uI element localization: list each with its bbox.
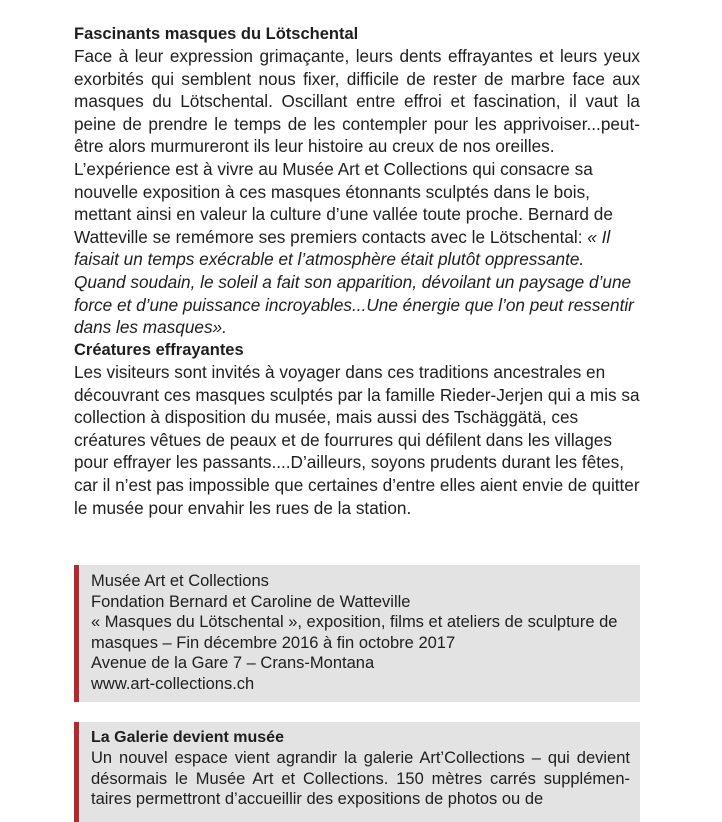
experience-text: L’expérience est à vivre au Musée Art et Collections qui consacre sa nouvelle exposition à ces masques étonnants sculptés dans le bois, mettant ainsi en valeur la culture d’une vallée toute proche. Bernard de Watteville se remémore ses premiers contacts avec le Lötschental: xyxy=(74,158,613,247)
section-heading: Fascinants masques du Lötschental xyxy=(74,25,359,43)
gallery-news-box xyxy=(74,722,640,822)
watteville-quote: « Il faisait un temps exécrable et l’atmosphère était plutôt oppressante. Quand soudain, le soleil a fait son apparition, dévoilant un paysage d’une force et d’une puissance incroyables...Une énergie que l’on peut ressentir dans les masques». xyxy=(74,226,634,338)
museum-address: Avenue de la Gare 7 – Crans-Montana xyxy=(91,654,375,673)
section-heading: Créatures effrayantes xyxy=(74,341,244,359)
exhibition-details: « Masques du Lötschental », exposition, films et ateliers de sculpture de masques – Fin décembre 2016 à fin octobre 2017 xyxy=(91,613,618,652)
museum-info-box xyxy=(74,565,640,702)
intro-paragraph: Face à leur expression grimaçante, leurs dents effrayantes et leurs yeux exorbités qui semblent nous fixer, difficile de rester de marbre face aux masques du Lötschental. Oscillant entre effroi et fascination, il vaut la peine de prendre le temps de les contempler pour les apprivoiser...peut-être alors murmureront ils leur histoire au creux de nos oreilles. xyxy=(74,46,640,157)
experience-paragraph xyxy=(74,158,640,339)
news-paragraph: Un nouvel espace vient agrandir la galerie Art’Collections – qui devient désormais le Musée Art et Collections. 150 mètres carrés supplémen-taires permettront d’accueillir des expositions de photos ou de xyxy=(91,749,630,809)
section-lotschental-masks xyxy=(74,23,640,339)
website-link[interactable]: www.art-collections.ch xyxy=(91,674,255,693)
section-scary-creatures xyxy=(74,339,640,519)
creatures-paragraph: Les visiteurs sont invités à voyager dans ces traditions ancestrales en découvrant ces masques sculptés par la famille Rieder-Jerjen qui a mis sa collection à disposition du musée, mais aussi des Tschäggätä, ces créatures vêtues de peaux et de fourrures qui défilent dans les villages pour effrayer les passants....D’ailleurs, soyons prudents durant les fêtes, car il n’est pas impossible que certaines d’entre elles aient envie de quitter le musée pour envahir les rues de la station. xyxy=(74,362,640,518)
museum-name: Musée Art et Collections xyxy=(91,572,269,590)
foundation-name: Fondation Bernard et Caroline de Watteville xyxy=(91,592,411,611)
news-heading: La Galerie devient musée xyxy=(91,729,284,746)
